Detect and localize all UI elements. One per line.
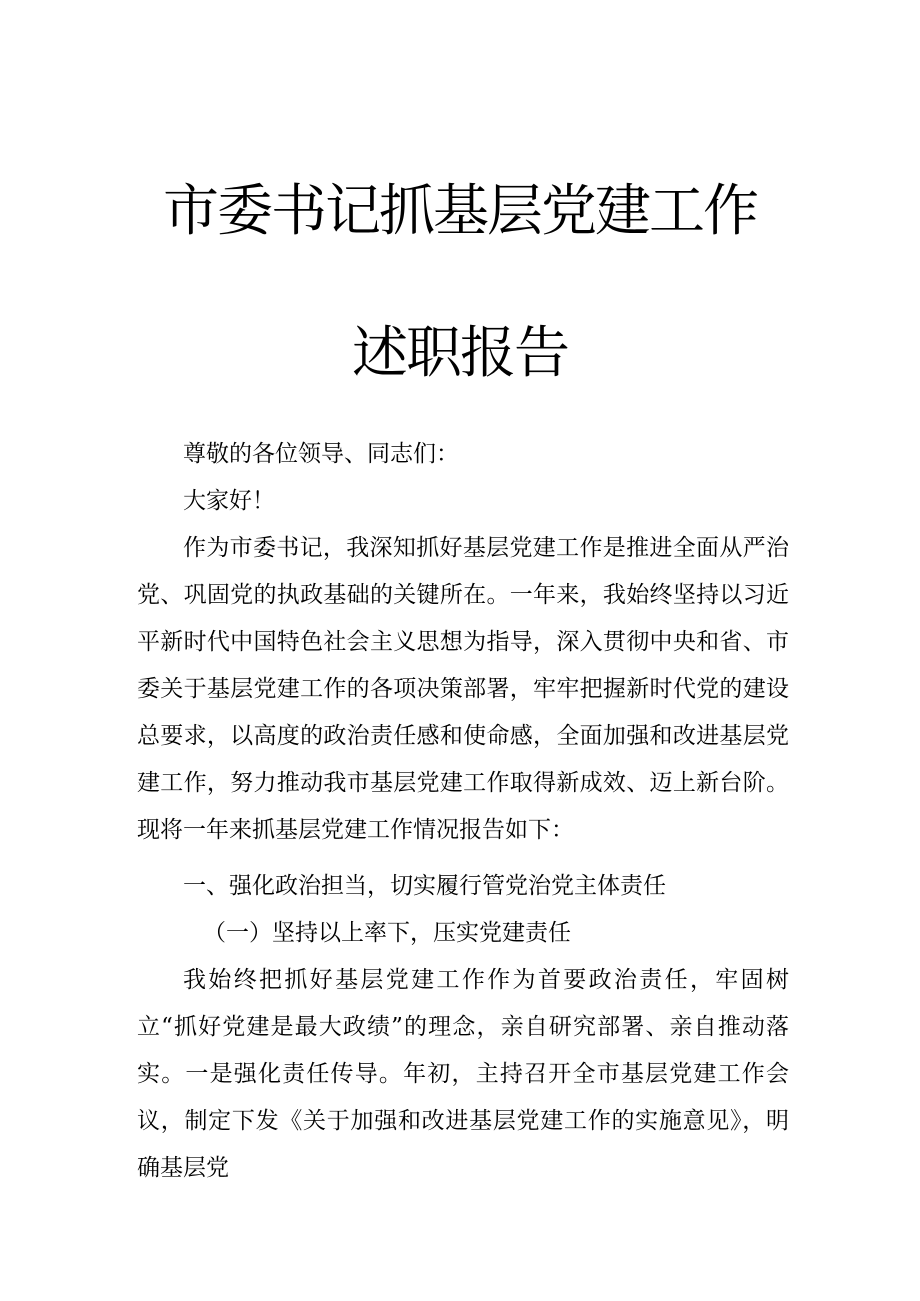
document-title-line-2: 述职报告 (352, 321, 568, 386)
document-title-line-1: 市委书记抓基层党建工作 (163, 179, 757, 244)
intro-paragraph: 作为市委书记，我深知抓好基层党建工作是推进全面从严治党、巩固党的执政基础的关键所在。一年来，我始终坚持以习近平新时代中国特色社会主义思想为指导，深入贯彻中央和省、市委关于基层党建工作的各项决策部署，牢牢把握新时代党的建设总要求，以高度的政治责任感和使命感，全面加强和改进基层党建工作，努力推动我市基层党建工作取得新成效、迈上新台阶。现将一年来抓基层党建工作情况报告如下： (137, 535, 789, 843)
section-heading-1: 一、强化政治担当，切实履行管党治党主体责任 (183, 873, 666, 899)
body-paragraph-1: 我始终把抓好基层党建工作作为首要政治责任，牢固树立“抓好党建是最大政绩”的理念，亲自研究部署、亲自推动落实。一是强化责任传导。年初，主持召开全市基层党建工作会议，制定下发《关于加强和改进基层党建工作的实施意见》，明确基层党 (137, 967, 789, 1181)
subsection-heading-1: （一）坚持以上率下，压实党建责任 (203, 920, 571, 946)
greeting: 大家好！ (183, 488, 275, 514)
salutation: 尊敬的各位领导、同志们： (183, 441, 459, 467)
